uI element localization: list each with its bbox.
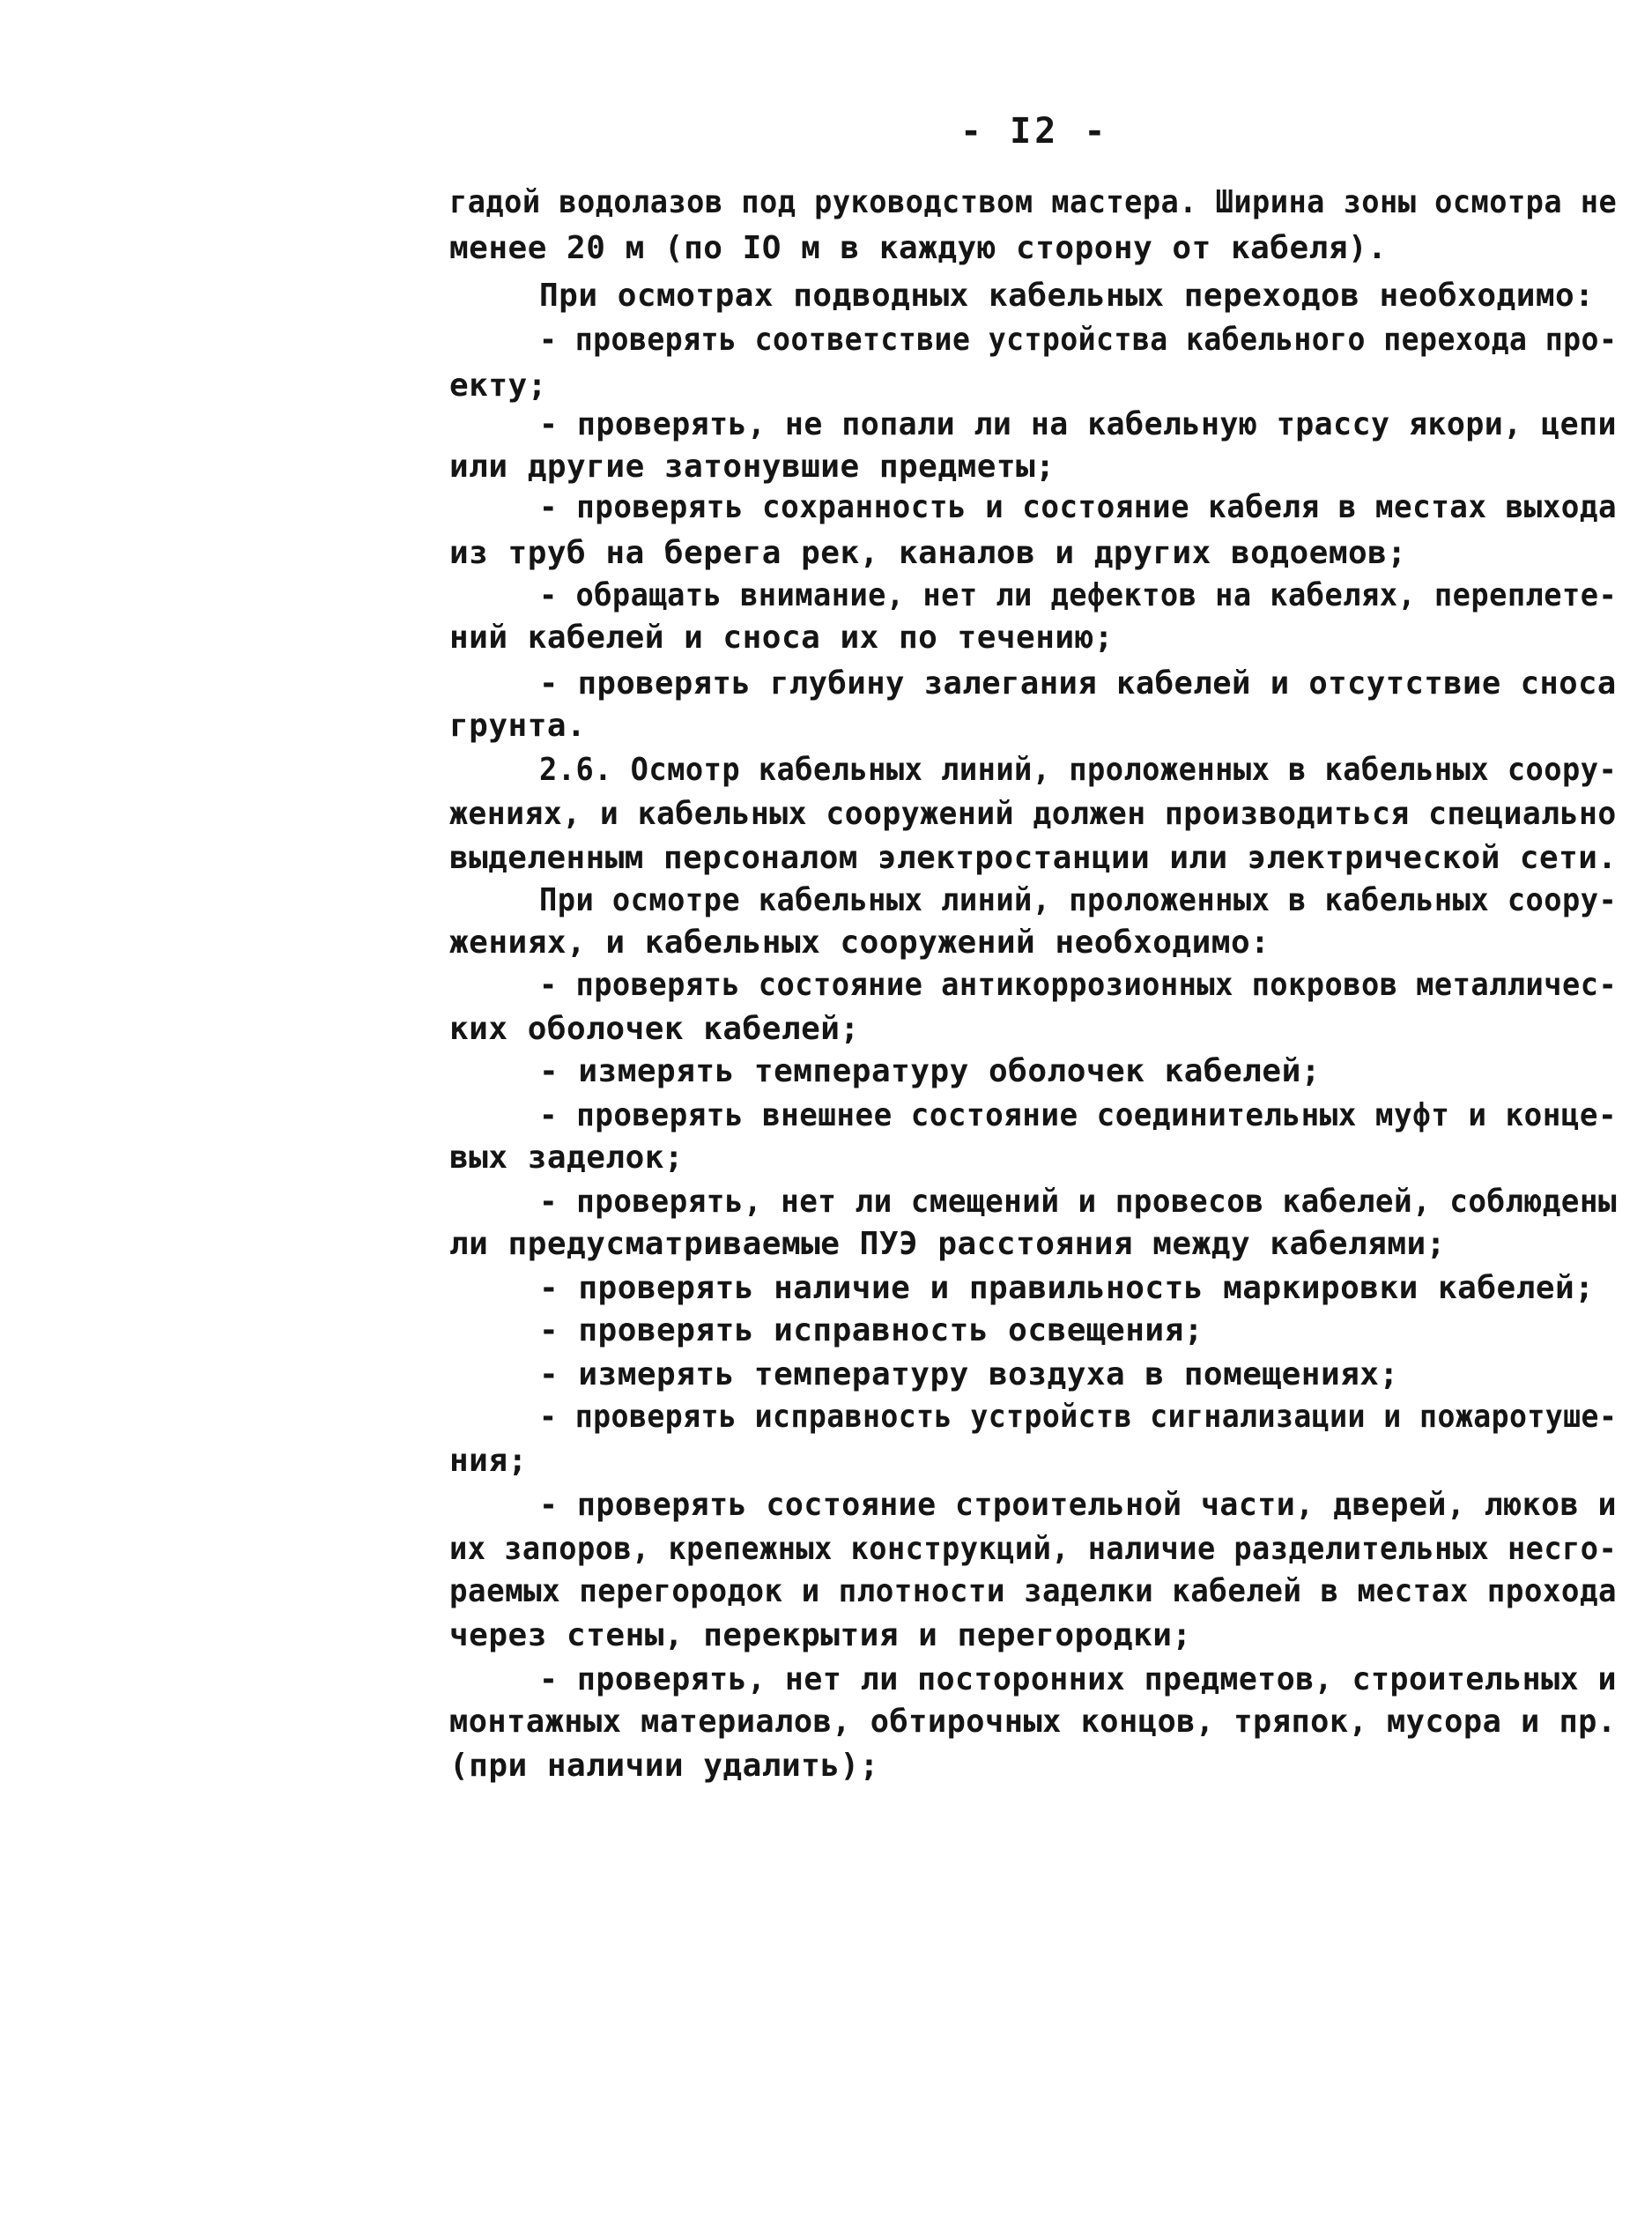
text-line: - проверять наличие и правильность маркировки кабелей; [539,1270,1595,1306]
text-line: - проверять исправность устройств сигнализации и пожаротуше- [539,1399,1618,1435]
text-line: - измерять температуру воздуха в помещениях; [539,1356,1399,1392]
text-line: - проверять соответствие устройства кабельного перехода про- [539,322,1618,358]
text-line: вых заделок; [449,1140,685,1176]
text-line: жениях, и кабельных сооружений должен производиться специально [449,796,1617,832]
text-line: - проверять состояние антикоррозионных покровов металличес- [539,967,1618,1003]
text-line: выделенным персоналом электростанции или электрической сети. [449,840,1618,876]
text-line: монтажных материалов, обтирочных концов, тряпок, мусора и пр. [449,1704,1617,1740]
text-line: раемых перегородок и плотности заделки кабелей в местах прохода [449,1573,1618,1609]
text-line: их запоров, крепежных конструкций, наличие разделительных несго- [449,1531,1618,1567]
text-line: - проверять, нет ли смещений и провесов кабелей, соблюдены [539,1184,1618,1220]
text-line: - проверять глубину залегания кабелей и отсутствие сноса [539,665,1617,702]
text-line: - проверять исправность освещения; [539,1312,1204,1348]
text-line: При осмотре кабельных линий, проложенных в кабельных соору- [539,882,1618,918]
text-line: ких оболочек кабелей; [449,1011,860,1047]
text-line: - обращать внимание, нет ли дефектов на кабелях, переплете- [539,577,1618,613]
text-line: ний кабелей и сноса их по течению; [449,620,1114,656]
text-line: - измерять температуру оболочек кабелей; [539,1053,1321,1089]
text-line: При осмотрах подводных кабельных переходов необходимо: [539,278,1595,314]
text-line: из труб на берега рек, каналов и других водоемов; [449,535,1407,571]
text-line: ли предусматриваемые ПУЭ расстояния между кабелями; [449,1226,1446,1262]
text-line: - проверять внешнее состояние соединительных муфт и концe- [539,1097,1618,1133]
text-line: жениях, и кабельных сооружений необходимо: [449,925,1270,961]
text-line: - проверять состояние строительной части, дверей, люков и [539,1487,1617,1523]
text-line: или другие затонувшие предметы; [449,449,1056,485]
text-line: екту; [449,368,547,404]
text-line: 2.6. Осмотр кабельных линий, проложенных в кабельных соору- [539,752,1618,788]
page-number: - I2 - [960,111,1109,152]
text-line: ния; [449,1443,528,1479]
text-line: - проверять, нет ли посторонних предметов, строительных и [539,1661,1617,1697]
text-line: гадой водолазов под руководством мастера. Ширина зоны осмотра не [449,184,1618,220]
text-line: - проверять, не попали ли на кабельную трассу якори, цепи [539,406,1617,442]
text-line: - проверять сохранность и состояние кабеля в местах выхода [539,489,1618,525]
text-line: менее 20 м (по IO м в каждую сторону от кабеля). [449,230,1388,266]
text-line: через стены, перекрытия и перегородки; [449,1617,1192,1653]
text-line: (при наличии удалить); [449,1748,879,1784]
text-line: грунта. [449,708,587,744]
